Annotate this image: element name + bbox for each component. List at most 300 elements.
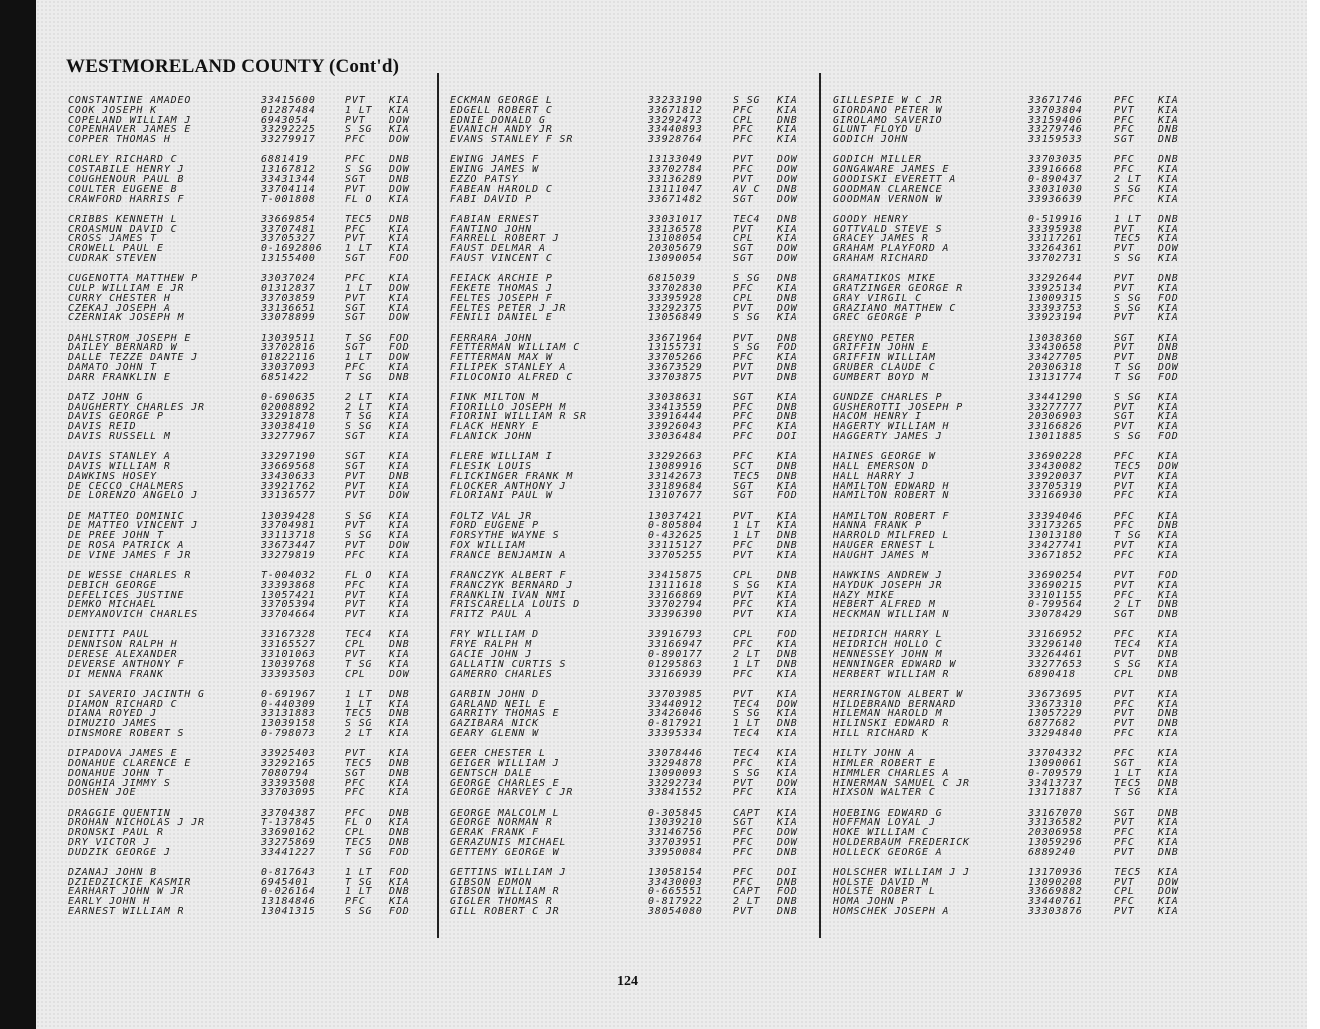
- entry-status: FOD: [389, 846, 410, 858]
- entry-serial-number: 33704387: [261, 807, 316, 819]
- entry-status: DNB: [1158, 668, 1179, 680]
- entry-rank: PVT: [733, 777, 754, 789]
- entry-status: KIA: [389, 549, 410, 561]
- entry-serial-number: 33394046: [1028, 510, 1083, 522]
- entry-rank: S SG: [1114, 658, 1142, 670]
- entry-status: DNB: [777, 114, 798, 126]
- entry-serial-number: 13041315: [261, 906, 316, 918]
- roster-group: [450, 571, 812, 620]
- entry-name: DE CECCO CHALMERS: [68, 480, 185, 492]
- roster-group: [68, 809, 428, 858]
- entry-serial-number: 33038410: [261, 421, 316, 433]
- entry-serial-number: 33395938: [1028, 223, 1083, 235]
- entry-serial-number: 33702830: [648, 282, 703, 294]
- roster-entry: [450, 195, 812, 205]
- roster-entry: [833, 670, 1195, 680]
- roster-entry: [833, 848, 1195, 858]
- entry-rank: 1 LT: [733, 520, 761, 532]
- entry-status: DNB: [777, 470, 798, 482]
- roster-group: [68, 630, 428, 679]
- entry-name: FLORIANI PAUL W: [450, 490, 553, 502]
- entry-name: HAUGHT JAMES M: [833, 549, 929, 561]
- roster-group: [68, 155, 428, 204]
- entry-name: HAZY MIKE: [833, 589, 895, 601]
- entry-status: FOD: [1158, 371, 1179, 383]
- entry-status: DNB: [777, 570, 798, 581]
- roster-entry: [68, 907, 428, 917]
- entry-status: DNB: [777, 540, 798, 552]
- entry-name: HOLDERBAUM FREDERICK: [833, 836, 970, 848]
- entry-rank: PVT: [345, 748, 366, 760]
- entry-status: KIA: [389, 391, 410, 403]
- entry-name: FLESIK LOUIS: [450, 461, 533, 473]
- entry-serial-number: 33131883: [261, 708, 316, 720]
- entry-name: GILL ROBERT C JR: [450, 906, 560, 918]
- entry-name: FENILI DANIEL E: [450, 312, 553, 324]
- roster-entry: [68, 432, 428, 442]
- entry-rank: PVT: [345, 520, 366, 532]
- entry-name: DERESE ALEXANDER: [68, 648, 178, 660]
- entry-rank: PFC: [345, 549, 366, 561]
- entry-rank: PFC: [733, 401, 754, 413]
- entry-rank: SGT: [733, 243, 754, 255]
- entry-name: GRAZIANO MATTHEW C: [833, 302, 957, 314]
- entry-rank: S SG: [345, 530, 373, 542]
- entry-status: KIA: [777, 579, 798, 591]
- entry-status: DNB: [777, 846, 798, 858]
- entry-rank: S SG: [1114, 292, 1142, 304]
- entry-serial-number: 33113718: [261, 530, 316, 542]
- entry-rank: CPL: [1114, 668, 1135, 680]
- entry-rank: PVT: [733, 361, 754, 373]
- entry-status: FOD: [1158, 292, 1179, 304]
- entry-status: KIA: [777, 124, 798, 136]
- entry-status: KIA: [1158, 164, 1179, 176]
- entry-rank: PVT: [345, 540, 366, 552]
- entry-rank: SGT: [1114, 807, 1135, 819]
- entry-rank: PVT: [733, 223, 754, 235]
- entry-status: DNB: [1158, 352, 1179, 364]
- roster-entry: [450, 551, 812, 561]
- roster-entry: [833, 254, 1195, 264]
- entry-rank: 1 LT: [1114, 767, 1142, 779]
- entry-name: DRAGGIE QUENTIN: [68, 807, 171, 819]
- entry-status: FOD: [389, 906, 410, 918]
- entry-status: DNB: [389, 688, 410, 700]
- entry-status: DOW: [1158, 243, 1179, 255]
- entry-serial-number: 6890418: [1028, 668, 1076, 680]
- entry-name: HOMSCHEK JOSEPH A: [833, 906, 950, 918]
- entry-name: GETTEMY GEORGE W: [450, 846, 560, 858]
- entry-name: FLANICK JOHN: [450, 431, 533, 443]
- entry-status: KIA: [777, 312, 798, 324]
- entry-name: FOLTZ VAL JR: [450, 510, 533, 522]
- entry-name: FILOCONIO ALFRED C: [450, 371, 574, 383]
- entry-status: KIA: [777, 757, 798, 769]
- entry-rank: PVT: [1114, 876, 1135, 888]
- entry-status: KIA: [777, 787, 798, 799]
- roster-group: [833, 868, 1195, 917]
- entry-serial-number: 13090093: [648, 767, 703, 779]
- entry-name: HIXSON WALTER C: [833, 787, 936, 799]
- entry-name: FELTES PETER J JR: [450, 302, 567, 314]
- entry-serial-number: 01295863: [648, 658, 703, 670]
- entry-name: DROHAN NICHOLAS J JR: [68, 817, 205, 829]
- entry-status: DNB: [1158, 134, 1179, 146]
- entry-serial-number: 33841552: [648, 787, 703, 799]
- entry-serial-number: 33159533: [1028, 134, 1083, 146]
- page-number: 124: [617, 974, 638, 989]
- entry-name: COPPER THOMAS H: [68, 134, 171, 146]
- roster-entry: [450, 610, 812, 620]
- entry-rank: T SG: [1114, 361, 1142, 373]
- entry-rank: TEC4: [733, 213, 761, 225]
- entry-status: FOD: [389, 252, 410, 264]
- entry-serial-number: 33078429: [1028, 609, 1083, 621]
- entry-name: HILINSKI EDWARD R: [833, 718, 950, 730]
- entry-status: KIA: [1158, 510, 1179, 522]
- entry-name: HILDEBRAND BERNARD: [833, 698, 957, 710]
- roster-group: [833, 452, 1195, 501]
- entry-serial-number: 33038631: [648, 391, 703, 403]
- entry-rank: 1 LT: [345, 352, 373, 364]
- entry-name: DONAHUE JOHN T: [68, 767, 164, 779]
- roster-group: [450, 630, 812, 679]
- entry-name: DE MATTEO DOMINIC: [68, 510, 185, 522]
- entry-rank: CPL: [733, 629, 754, 641]
- entry-name: EARHART JOHN W JR: [68, 886, 185, 898]
- entry-rank: PFC: [345, 896, 366, 908]
- entry-status: KIA: [777, 134, 798, 146]
- entry-rank: PVT: [345, 470, 366, 482]
- roster-group: [68, 749, 428, 798]
- entry-serial-number: 33427741: [1028, 540, 1083, 552]
- entry-status: KIA: [777, 708, 798, 720]
- entry-rank: 2 LT: [345, 391, 373, 403]
- entry-name: DOSHEN JOE: [68, 787, 137, 799]
- entry-name: HANNA FRANK P: [833, 520, 922, 532]
- roster-entry: [450, 907, 812, 917]
- entry-serial-number: 13009315: [1028, 292, 1083, 304]
- entry-name: EVANS STANLEY F SR: [450, 134, 574, 146]
- entry-name: DENNISON RALPH H: [68, 639, 178, 651]
- entry-status: KIA: [1158, 727, 1179, 739]
- entry-serial-number: 33669854: [261, 213, 316, 225]
- entry-name: GONGAWARE JAMES E: [833, 164, 950, 176]
- entry-rank: PVT: [345, 648, 366, 660]
- entry-serial-number: 33292734: [648, 777, 703, 789]
- entry-serial-number: 33136577: [261, 490, 316, 502]
- entry-rank: PVT: [1114, 579, 1135, 591]
- entry-status: DOW: [1158, 886, 1179, 898]
- entry-rank: PFC: [733, 411, 754, 423]
- entry-rank: T SG: [345, 411, 373, 423]
- entry-status: FOD: [777, 629, 798, 641]
- entry-rank: PVT: [1114, 312, 1135, 324]
- entry-status: DOW: [777, 777, 798, 789]
- entry-status: KIA: [1158, 579, 1179, 591]
- entry-serial-number: 33705319: [1028, 480, 1083, 492]
- entry-status: DNB: [389, 173, 410, 185]
- entry-serial-number: 33690162: [261, 827, 316, 839]
- entry-name: DRONSKI PAUL R: [68, 827, 164, 839]
- entry-status: KIA: [777, 480, 798, 492]
- entry-rank: SGT: [345, 312, 366, 324]
- entry-status: KIA: [1158, 114, 1179, 126]
- entry-name: HACOM HENRY I: [833, 411, 922, 423]
- entry-name: GIORDANO PETER W: [833, 104, 943, 116]
- entry-rank: PFC: [1114, 193, 1135, 205]
- entry-serial-number: 33415600: [261, 95, 316, 106]
- entry-status: DOW: [389, 282, 410, 294]
- entry-name: FRANCZYK BERNARD J: [450, 579, 574, 591]
- entry-status: DOW: [777, 698, 798, 710]
- entry-status: KIA: [1158, 223, 1179, 235]
- entry-rank: PVT: [733, 549, 754, 561]
- entry-name: GERAZUNIS MICHAEL: [450, 836, 567, 848]
- entry-name: HAWKINS ANDREW J: [833, 570, 943, 581]
- roster-entry: [68, 373, 428, 383]
- entry-serial-number: 33136289: [648, 173, 703, 185]
- entry-name: DEMKO MICHAEL: [68, 599, 157, 611]
- entry-rank: S SG: [733, 579, 761, 591]
- entry-name: FELTES JOSEPH F: [450, 292, 553, 304]
- entry-rank: PFC: [733, 540, 754, 552]
- entry-rank: PVT: [1114, 243, 1135, 255]
- entry-status: KIA: [389, 124, 410, 136]
- entry-serial-number: 33703095: [261, 787, 316, 799]
- entry-rank: PVT: [733, 302, 754, 314]
- entry-rank: S SG: [733, 273, 761, 285]
- entry-serial-number: 33703035: [1028, 154, 1083, 166]
- entry-name: EWING JAMES F: [450, 154, 539, 166]
- entry-serial-number: 33277967: [261, 431, 316, 443]
- entry-name: GIROLAMO SAVERIO: [833, 114, 943, 126]
- entry-serial-number: 33926043: [648, 421, 703, 433]
- entry-rank: PVT: [1114, 401, 1135, 413]
- entry-serial-number: 33396390: [648, 609, 703, 621]
- entry-serial-number: 33146756: [648, 827, 703, 839]
- entry-serial-number: 33950084: [648, 846, 703, 858]
- entry-serial-number: 33703951: [648, 836, 703, 848]
- entry-status: KIA: [389, 530, 410, 542]
- roster-entry: [450, 135, 812, 145]
- entry-rank: TEC4: [733, 727, 761, 739]
- entry-rank: PFC: [1114, 164, 1135, 176]
- entry-name: DEFELICES JUSTINE: [68, 589, 185, 601]
- entry-status: KIA: [1158, 470, 1179, 482]
- entry-serial-number: 0-432625: [648, 530, 703, 542]
- entry-status: KIA: [389, 401, 410, 413]
- entry-rank: SGT: [1114, 134, 1135, 146]
- entry-name: GRIFFIN WILLIAM: [833, 352, 936, 364]
- roster-entry: [68, 788, 428, 798]
- entry-name: FORD EUGENE P: [450, 520, 539, 532]
- entry-status: DNB: [1158, 154, 1179, 166]
- entry-serial-number: 6943054: [261, 114, 309, 126]
- entry-rank: PFC: [1114, 896, 1135, 908]
- entry-rank: SGT: [345, 252, 366, 264]
- entry-serial-number: 33415875: [648, 570, 703, 581]
- entry-serial-number: 33395928: [648, 292, 703, 304]
- roster-group: [833, 155, 1195, 204]
- entry-name: GEIGER WILLIAM J: [450, 757, 560, 769]
- entry-name: EZZO PATSY: [450, 173, 519, 185]
- entry-status: KIA: [389, 609, 410, 621]
- entry-serial-number: 20306958: [1028, 827, 1083, 839]
- entry-rank: S SG: [345, 906, 373, 918]
- entry-rank: TEC5: [345, 213, 373, 225]
- entry-serial-number: 33078446: [648, 748, 703, 760]
- entry-rank: PVT: [345, 292, 366, 304]
- entry-name: HOFFMAN LOYAL J: [833, 817, 936, 829]
- entry-serial-number: 33292225: [261, 124, 316, 136]
- entry-rank: PVT: [1114, 708, 1135, 720]
- entry-rank: CPL: [345, 639, 366, 651]
- entry-serial-number: 33921762: [261, 480, 316, 492]
- roster-entry: [833, 313, 1195, 323]
- entry-rank: PFC: [733, 876, 754, 888]
- entry-serial-number: 33690254: [1028, 570, 1083, 581]
- entry-name: HINERMAN SAMUEL C JR: [833, 777, 970, 789]
- entry-name: GENTSCH DALE: [450, 767, 533, 779]
- roster-group: [450, 452, 812, 501]
- roster-group: [833, 393, 1195, 442]
- entry-status: DOW: [389, 114, 410, 126]
- entry-serial-number: 33430633: [261, 470, 316, 482]
- entry-serial-number: 33703875: [648, 371, 703, 383]
- entry-rank: PVT: [1114, 688, 1135, 700]
- entry-rank: PFC: [1114, 629, 1135, 641]
- entry-status: DOW: [777, 164, 798, 176]
- entry-name: FANTINO JOHN: [450, 223, 533, 235]
- entry-rank: T SG: [345, 332, 373, 344]
- entry-name: FEKETE THOMAS J: [450, 282, 553, 294]
- entry-status: DNB: [389, 767, 410, 779]
- entry-name: DE VINE JAMES F JR: [68, 549, 192, 561]
- entry-name: GRAHAM PLAYFORD A: [833, 243, 950, 255]
- entry-serial-number: 33440761: [1028, 896, 1083, 908]
- entry-status: KIA: [1158, 391, 1179, 403]
- entry-serial-number: 13011885: [1028, 431, 1083, 443]
- entry-status: DNB: [389, 827, 410, 839]
- roster-group: [450, 512, 812, 561]
- entry-status: KIA: [1158, 836, 1179, 848]
- entry-status: DNB: [1158, 520, 1179, 532]
- entry-rank: PFC: [733, 134, 754, 146]
- entry-serial-number: 0-690635: [261, 391, 316, 403]
- entry-rank: PFC: [1114, 510, 1135, 522]
- entry-rank: PFC: [733, 827, 754, 839]
- entry-rank: 1 LT: [345, 104, 373, 116]
- entry-name: CROWELL PAUL E: [68, 243, 164, 255]
- entry-name: DENITTI PAUL: [68, 629, 151, 641]
- entry-serial-number: 13039511: [261, 332, 316, 344]
- entry-status: FOD: [389, 866, 410, 878]
- entry-serial-number: 33117261: [1028, 233, 1083, 245]
- entry-status: KIA: [777, 391, 798, 403]
- entry-name: FLERE WILLIAM I: [450, 451, 553, 463]
- entry-serial-number: 33136651: [261, 302, 316, 314]
- entry-name: DAVIS STANLEY A: [68, 451, 171, 463]
- entry-name: FIORILLO JOSEPH M: [450, 401, 567, 413]
- entry-name: DEVERSE ANTHONY F: [68, 658, 185, 670]
- entry-name: FRANCZYK ALBERT F: [450, 570, 567, 581]
- entry-status: KIA: [389, 787, 410, 799]
- entry-serial-number: 13131774: [1028, 371, 1083, 383]
- entry-rank: S SG: [345, 164, 373, 176]
- entry-status: KIA: [389, 718, 410, 730]
- entry-status: DNB: [777, 718, 798, 730]
- entry-serial-number: 33705266: [648, 352, 703, 364]
- entry-rank: SGT: [733, 817, 754, 829]
- entry-status: KIA: [389, 579, 410, 591]
- entry-name: GEORGE CHARLES E: [450, 777, 560, 789]
- entry-name: HIMLER ROBERT E: [833, 757, 936, 769]
- entry-status: DOW: [389, 312, 410, 324]
- entry-rank: 1 LT: [733, 718, 761, 730]
- entry-status: FOD: [389, 332, 410, 344]
- entry-rank: FL O: [345, 817, 373, 829]
- entry-status: KIA: [1158, 906, 1179, 918]
- entry-rank: PVT: [345, 599, 366, 611]
- entry-serial-number: 13039768: [261, 658, 316, 670]
- entry-serial-number: 13171887: [1028, 787, 1083, 799]
- entry-serial-number: 01312837: [261, 282, 316, 294]
- entry-serial-number: 6851422: [261, 371, 309, 383]
- entry-serial-number: 33704332: [1028, 748, 1083, 760]
- roster-group: [450, 155, 812, 204]
- entry-status: KIA: [389, 658, 410, 670]
- entry-rank: SGT: [1114, 609, 1135, 621]
- entry-serial-number: 33292473: [648, 114, 703, 126]
- entry-name: EWING JAMES W: [450, 164, 539, 176]
- entry-name: FETTERMAN MAX W: [450, 352, 553, 364]
- entry-rank: PFC: [1114, 490, 1135, 502]
- entry-status: KIA: [1158, 312, 1179, 324]
- entry-rank: PVT: [345, 95, 366, 106]
- page-title: WESTMORELAND COUNTY (Cont'd): [66, 56, 400, 77]
- entry-name: DRY VICTOR J: [68, 836, 151, 848]
- entry-status: KIA: [389, 421, 410, 433]
- entry-status: KIA: [777, 520, 798, 532]
- entry-rank: 2 LT: [1114, 599, 1142, 611]
- entry-serial-number: 13039428: [261, 510, 316, 522]
- entry-status: KIA: [1158, 480, 1179, 492]
- entry-rank: TEC4: [733, 748, 761, 760]
- entry-status: KIA: [777, 233, 798, 245]
- entry-status: DOW: [777, 154, 798, 166]
- entry-status: KIA: [1158, 896, 1179, 908]
- entry-name: HEIDRICH HARRY L: [833, 629, 943, 641]
- entry-serial-number: 33669882: [1028, 886, 1083, 898]
- entry-serial-number: 33294878: [648, 757, 703, 769]
- entry-rank: PVT: [733, 609, 754, 621]
- roster-group: [68, 690, 428, 739]
- entry-rank: CAPT: [733, 886, 761, 898]
- roster-entry: [450, 373, 812, 383]
- entry-name: HENNINGER EDWARD W: [833, 658, 957, 670]
- entry-status: KIA: [1158, 411, 1179, 423]
- entry-name: COPENHAVER JAMES E: [68, 124, 192, 136]
- entry-serial-number: 33431344: [261, 173, 316, 185]
- entry-status: KIA: [777, 352, 798, 364]
- entry-status: KIA: [1158, 767, 1179, 779]
- entry-serial-number: 33292375: [648, 302, 703, 314]
- entry-name: FABI DAVID P: [450, 193, 533, 205]
- entry-serial-number: 33297190: [261, 451, 316, 463]
- entry-serial-number: 33303876: [1028, 906, 1083, 918]
